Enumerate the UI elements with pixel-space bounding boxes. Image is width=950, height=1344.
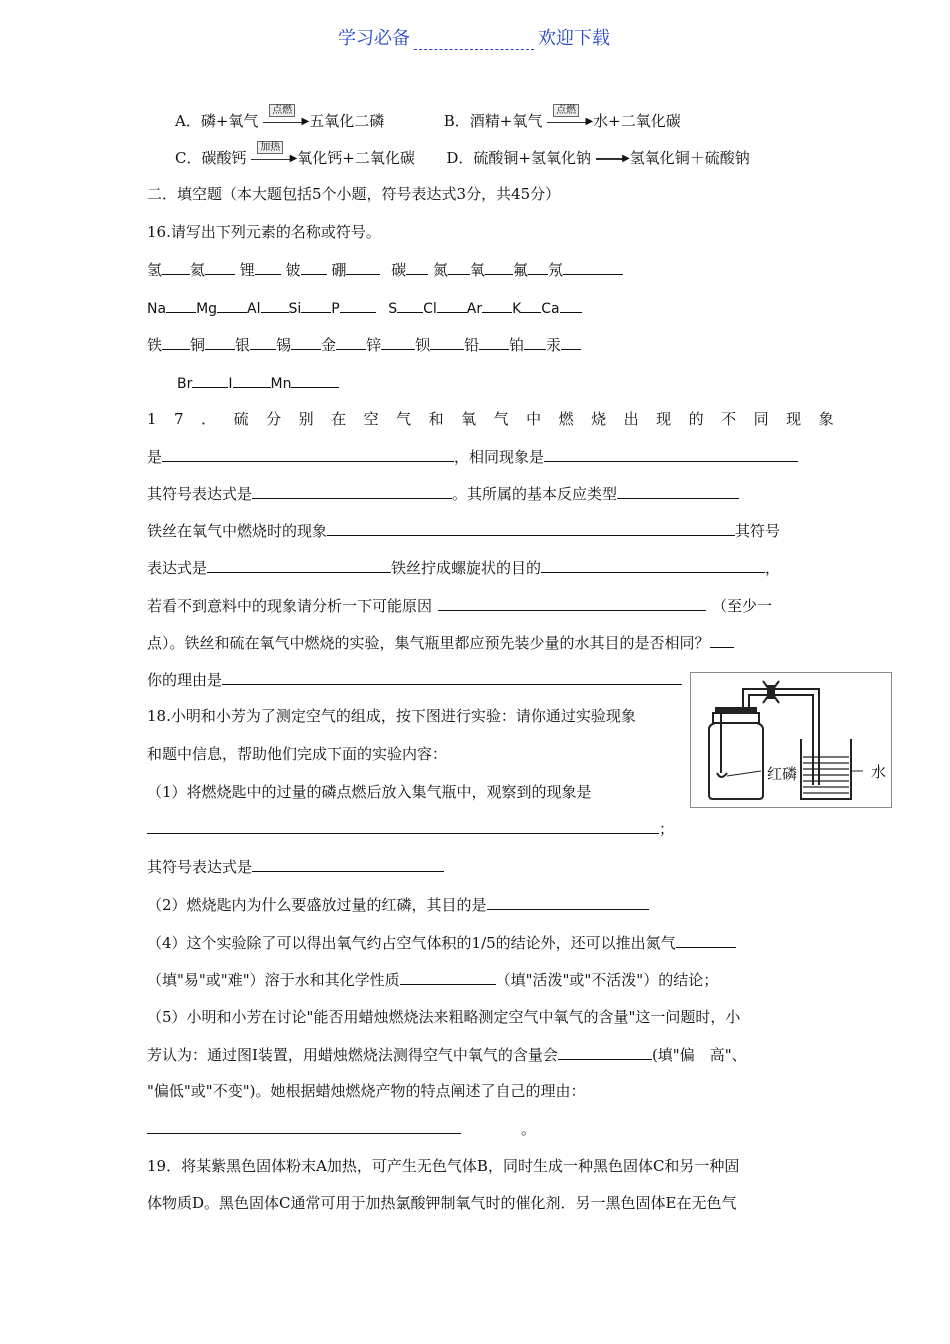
elem: S bbox=[388, 301, 398, 317]
elem: Br bbox=[177, 376, 193, 392]
elem: Ar bbox=[466, 301, 483, 317]
blank[interactable] bbox=[563, 259, 623, 275]
text: 铁丝拧成螺旋状的目的 bbox=[391, 559, 542, 577]
label-water: 水 bbox=[871, 763, 887, 781]
option-b: B．酒精+氧气 bbox=[443, 112, 543, 130]
arrow-b-condition: 点燃 bbox=[553, 104, 579, 117]
elem: 铅 bbox=[464, 336, 480, 354]
blank[interactable] bbox=[250, 334, 276, 350]
blank[interactable] bbox=[482, 297, 512, 313]
elem: Ca bbox=[541, 301, 560, 317]
elem: 锌 bbox=[366, 336, 382, 354]
arrow-c-condition: 加热 bbox=[257, 141, 283, 154]
elem: K bbox=[512, 301, 522, 317]
blank[interactable] bbox=[147, 1118, 461, 1134]
page-header bbox=[338, 24, 610, 50]
elem: 氮 bbox=[433, 261, 449, 279]
elem: 锂 bbox=[239, 261, 255, 279]
elem: 锡 bbox=[276, 336, 292, 354]
q17-line8 bbox=[147, 669, 682, 690]
text: 其符号表达式是 bbox=[147, 485, 253, 503]
q16-row3 bbox=[147, 334, 581, 355]
q17-line7 bbox=[147, 632, 734, 653]
blank[interactable] bbox=[162, 446, 454, 462]
option-a-product: 五氧化二磷 bbox=[309, 112, 385, 130]
q18-line6 bbox=[147, 894, 649, 915]
elem: I bbox=[228, 376, 233, 392]
elem: 氖 bbox=[548, 261, 564, 279]
blank[interactable] bbox=[397, 297, 423, 313]
blank[interactable] bbox=[560, 297, 582, 313]
blank[interactable] bbox=[252, 483, 452, 499]
blank[interactable] bbox=[437, 297, 467, 313]
header-left: 学习必备 bbox=[338, 28, 410, 49]
q17-line3 bbox=[147, 483, 739, 504]
elem: 铂 bbox=[509, 336, 525, 354]
q19-line2: 体物质D。黑色固体C通常可用于加热氯酸钾制氧气时的催化剂．另一黑色固体E在无色气 bbox=[147, 1194, 737, 1212]
q19-line1: 19．将某紫黑色固体粉末A加热，可产生无色气体B，同时生成一种黑色固体C和另一种固 bbox=[147, 1157, 740, 1175]
text: （至少一 bbox=[712, 597, 773, 615]
blank[interactable] bbox=[166, 297, 196, 313]
elem: 氦 bbox=[190, 261, 206, 279]
blank[interactable] bbox=[255, 259, 281, 275]
text: ，相同现象是 bbox=[454, 448, 545, 466]
elem: 铁 bbox=[147, 336, 163, 354]
blank[interactable] bbox=[205, 334, 235, 350]
text: 是 bbox=[147, 448, 163, 466]
blank[interactable] bbox=[252, 856, 444, 872]
text: （4）这个实验除了可以得出氧气约占空气体积的1/5的结论外，还可以推出氮气 bbox=[147, 934, 676, 952]
blank[interactable] bbox=[192, 372, 228, 388]
text: 。 bbox=[521, 1120, 537, 1138]
option-row-cd bbox=[175, 142, 750, 168]
blank[interactable] bbox=[381, 334, 415, 350]
text: 铁丝在氧气中燃烧时的现象 bbox=[147, 522, 328, 540]
option-row-ab bbox=[175, 105, 681, 131]
elem: P bbox=[331, 301, 340, 317]
elem: 硼 bbox=[331, 261, 347, 279]
blank[interactable] bbox=[162, 259, 190, 275]
blank[interactable] bbox=[261, 297, 289, 313]
text: 其符号表达式是 bbox=[147, 858, 253, 876]
elem: 氟 bbox=[513, 261, 529, 279]
blank[interactable] bbox=[336, 334, 366, 350]
arrow-c: 加热 ▶ bbox=[251, 147, 297, 163]
arrow-b: 点燃 ▶ bbox=[547, 110, 593, 126]
q18-line11: "偏低"或"不变")。她根据蜡烛燃烧产物的特点阐述了自己的理由： bbox=[147, 1082, 586, 1100]
option-c: C．碳酸钙 bbox=[175, 149, 247, 167]
arrow-a: 点燃 ▶ bbox=[263, 110, 309, 126]
blank[interactable] bbox=[207, 557, 391, 573]
option-c-product: 氧化钙+二氧化碳 bbox=[297, 149, 415, 167]
text: ； bbox=[659, 820, 675, 838]
option-d: D．硫酸铜+氢氧化钠 bbox=[446, 149, 592, 167]
header-right: 欢迎下载 bbox=[538, 28, 610, 49]
q17-line4 bbox=[147, 520, 780, 541]
q18-line7 bbox=[147, 932, 736, 953]
blank[interactable] bbox=[291, 372, 339, 388]
blank[interactable] bbox=[205, 259, 235, 275]
elem: 银 bbox=[235, 336, 251, 354]
blank[interactable] bbox=[162, 334, 190, 350]
blank[interactable] bbox=[301, 259, 327, 275]
blank[interactable] bbox=[558, 1044, 652, 1060]
label-red-phosphorus: 红磷 bbox=[767, 765, 798, 783]
arrow-a-condition: 点燃 bbox=[269, 104, 295, 117]
text: （2）燃烧匙内为什么要盛放过量的红磷，其目的是 bbox=[147, 896, 487, 914]
text: 点）。铁丝和硫在氧气中燃烧的实验，集气瓶里都应预先装少量的水其目的是否相同？ bbox=[147, 634, 710, 652]
blank[interactable] bbox=[346, 259, 380, 275]
q17-line2 bbox=[147, 446, 798, 467]
blank[interactable] bbox=[676, 932, 736, 948]
text: 其符号 bbox=[735, 522, 781, 540]
blank[interactable] bbox=[528, 259, 548, 275]
q16-title: 16.请写出下列元素的名称或符号。 bbox=[147, 223, 381, 241]
blank[interactable] bbox=[291, 334, 321, 350]
text: 若看不到意料中的现象请分析一下可能原因 bbox=[147, 597, 433, 615]
elem: 金 bbox=[321, 336, 337, 354]
q17-line6 bbox=[147, 595, 772, 616]
blank[interactable] bbox=[524, 334, 546, 350]
option-b-product: 水+二氧化碳 bbox=[593, 112, 681, 130]
elem: Si bbox=[288, 301, 302, 317]
blank[interactable] bbox=[479, 334, 509, 350]
blank[interactable] bbox=[438, 595, 706, 611]
section-title: 二．填空题（本大题包括5个小题，符号表达式3分，共45分） bbox=[147, 185, 561, 203]
blank[interactable] bbox=[233, 372, 271, 388]
text: (填"偏 高"、 bbox=[651, 1046, 747, 1064]
blank[interactable] bbox=[147, 818, 659, 834]
blank[interactable] bbox=[521, 297, 541, 313]
text: 你的理由是 bbox=[147, 671, 223, 689]
text: 。其所属的基本反应类型 bbox=[452, 485, 618, 503]
blank[interactable] bbox=[430, 334, 464, 350]
elem: Mg bbox=[196, 301, 218, 317]
q16-row2 bbox=[147, 297, 582, 319]
q16-row4 bbox=[177, 372, 339, 394]
q18-line9: （5）小明和小芳在讨论"能否用蜡烛燃烧法来粗略测定空气中氧气的含量"这一问题时，小 bbox=[147, 1008, 741, 1026]
blank[interactable] bbox=[400, 969, 496, 985]
q18-line1: 18.小明和小芳为了测定空气的组成，按下图进行实验：请你通过实验现象 bbox=[147, 707, 636, 725]
elem: 铍 bbox=[285, 261, 301, 279]
blank[interactable] bbox=[710, 632, 734, 648]
blank[interactable] bbox=[340, 297, 376, 313]
option-d-product: 氢氧化铜＋硫酸钠 bbox=[629, 149, 750, 167]
arrow-d: ▶ bbox=[596, 147, 630, 163]
blank[interactable] bbox=[406, 259, 428, 275]
q16-row1 bbox=[147, 259, 623, 280]
q17-line5 bbox=[147, 557, 780, 578]
blank[interactable] bbox=[301, 297, 331, 313]
blank[interactable] bbox=[448, 259, 470, 275]
q18-line3: （1）将燃烧匙中的过量的磷点燃后放入集气瓶中，观察到的现象是 bbox=[147, 783, 592, 801]
text: ， bbox=[765, 559, 781, 577]
elem: 汞 bbox=[546, 336, 562, 354]
q18-line10 bbox=[147, 1044, 747, 1065]
text: 表达式是 bbox=[147, 559, 208, 577]
blank[interactable] bbox=[485, 259, 513, 275]
text: （填"易"或"难"）溶于水和其化学性质 bbox=[147, 971, 400, 989]
elem: Na bbox=[147, 301, 167, 317]
q18-line12 bbox=[147, 1118, 536, 1139]
elem: 碳 bbox=[391, 261, 407, 279]
blank[interactable] bbox=[617, 483, 739, 499]
blank[interactable] bbox=[541, 557, 765, 573]
blank[interactable] bbox=[544, 446, 798, 462]
q18-line8 bbox=[147, 969, 718, 990]
q18-line4 bbox=[147, 818, 674, 839]
elem: 氧 bbox=[470, 261, 486, 279]
text: 芳认为：通过图Ⅰ装置，用蜡烛燃烧法测得空气中氧气的含量会 bbox=[147, 1046, 558, 1064]
elem: 氢 bbox=[147, 261, 163, 279]
blank[interactable] bbox=[327, 520, 735, 536]
elem: Mn bbox=[270, 376, 292, 392]
elem: Al bbox=[247, 301, 261, 317]
elem: 钡 bbox=[415, 336, 431, 354]
blank[interactable] bbox=[487, 894, 649, 910]
blank[interactable] bbox=[222, 669, 682, 685]
blank[interactable] bbox=[217, 297, 247, 313]
apparatus-diagram bbox=[691, 673, 891, 807]
q17-line1: 17．硫分别在空气和氧气中燃烧出现的不同现象 bbox=[147, 410, 852, 428]
apparatus-figure bbox=[690, 672, 892, 808]
elem: Cl bbox=[423, 301, 437, 317]
text: （填"活泼"或"不活泼"）的结论； bbox=[495, 971, 719, 989]
blank[interactable] bbox=[561, 334, 581, 350]
q18-line5 bbox=[147, 856, 444, 877]
option-a: A．磷+氧气 bbox=[175, 112, 259, 130]
elem: 铜 bbox=[190, 336, 206, 354]
q18-line2: 和题中信息，帮助他们完成下面的实验内容： bbox=[147, 745, 448, 763]
header-divider bbox=[414, 33, 534, 50]
